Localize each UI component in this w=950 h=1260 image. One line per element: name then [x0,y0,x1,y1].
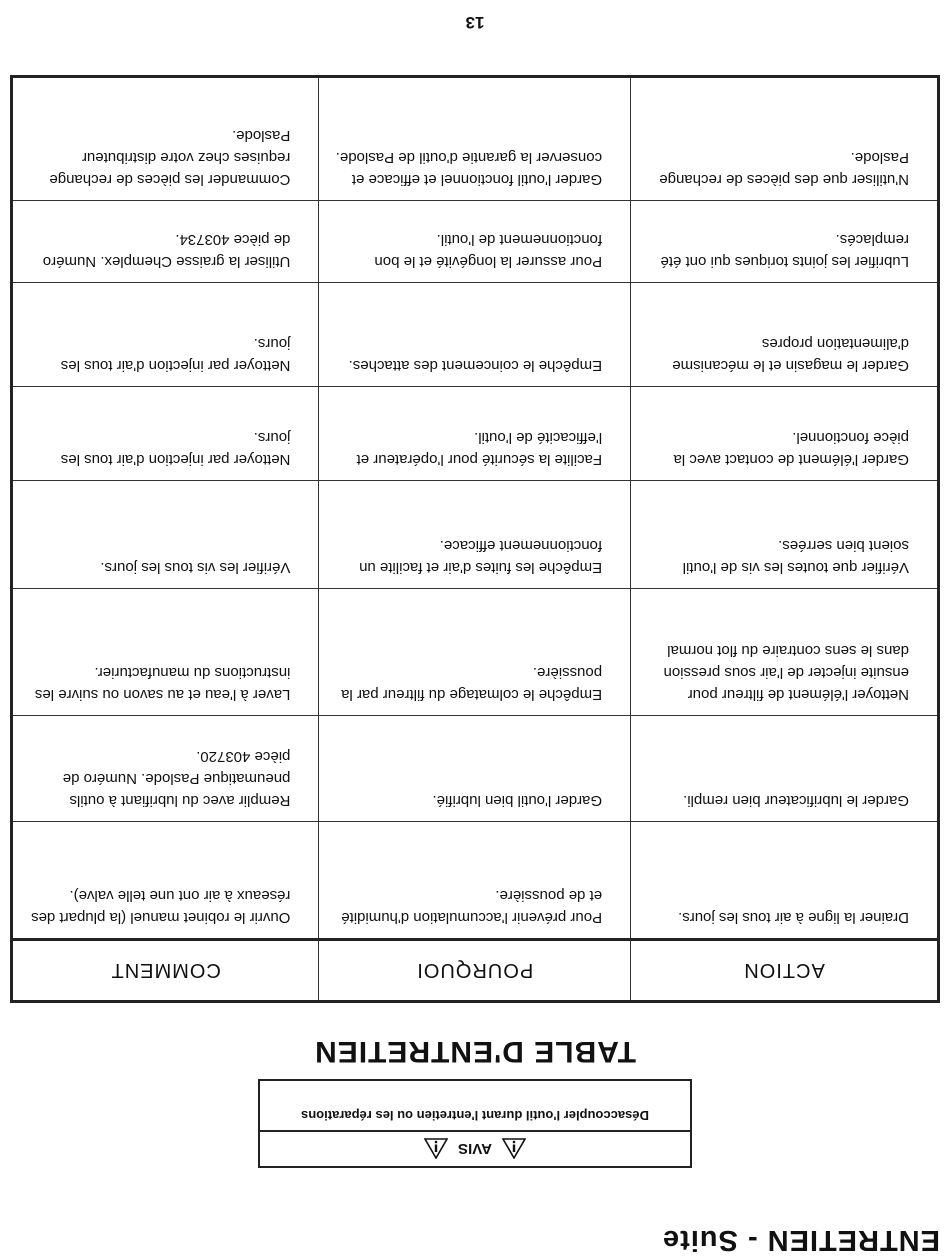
cell-how: Ouvrir le robinet manuel (la plupart des réseaux à air ont une telle valve). [12,822,319,940]
page-number: 13 [465,13,485,32]
cell-how: Utiliser la graisse Chemplex. Numéro de pièce 403734. [12,201,319,283]
section-title: ENTRETIEN - Suite [661,1224,940,1256]
cell-why: Pour prévenir l'accumulation d'humidité et de poussière. [319,822,631,940]
notice-heading: AVIS [458,1140,492,1158]
column-header-action: ACTION [631,940,939,1002]
cell-why: Garder l'outil bien lubrifié. [319,716,631,822]
cell-why: Pour assurer la longévité et le bon fonctionnement de l'outil. [319,201,631,283]
cell-how: Nettoyer par injection d'air tous les jours. [12,387,319,481]
cell-action: Garder l'élément de contact avec la pièce fonctionnel. [631,387,939,481]
cell-why: Empêche le coincement des attaches. [319,283,631,387]
table-header-row [12,940,939,1002]
warning-triangle-icon [502,1139,526,1160]
maintenance-table [10,75,940,1003]
table-row [12,77,939,201]
table-row [12,201,939,283]
cell-how: Commander les pièces de rechange requises chez votre distributeur Paslode. [12,77,319,201]
column-header-why: POURQUOI [319,940,631,1002]
cell-action: N'utiliser que des pièces de rechange Paslode. [631,77,939,201]
table-row [12,716,939,822]
cell-why: Empêche les fuites d'air et facilite un fonctionnement efficace. [319,481,631,589]
cell-action: Nettoyer l'élément de filtreur pour ensuite injecter de l'air sous pression dans le sens contraire du flot normal [631,589,939,716]
table-title: TABLE D'ENTRETIEN [314,1035,636,1068]
column-header-how: COMMENT [12,940,319,1002]
warning-triangle-icon [424,1139,448,1160]
cell-action: Garder le lubrificateur bien rempli. [631,716,939,822]
table-row [12,481,939,589]
notice-text: Désaccoupler l'outil durant l'entretien ou les réparations [301,1108,649,1123]
cell-why: Empêche le colmatage du filtreur par la poussière. [319,589,631,716]
notice-heading-row [260,1130,690,1166]
cell-action: Vérifier que toutes les vis de l'outil soient bien serrées. [631,481,939,589]
cell-action: Garder le magasin et le mécanisme d'alimentation propres [631,283,939,387]
cell-action: Drainer la ligne à air tous les jours. [631,822,939,940]
cell-how: Remplir avec du lubrifiant à outils pneumatique Paslode. Numéro de pièce 403720. [12,716,319,822]
cell-how: Vérifier les vis tous les jours. [12,481,319,589]
cell-why: Facilite la sécurité pour l'opérateur et l'efficacité de l'outil. [319,387,631,481]
table-row [12,283,939,387]
cell-how: Nettoyer par injection d'air tous les jours. [12,283,319,387]
cell-why: Garder l'outil fonctionnel et efficace et conserver la garantie d'outil de Paslode. [319,77,631,201]
cell-how: Laver à l'eau et au savon ou suivre les instructions du manufacturier. [12,589,319,716]
notice-box [258,1079,692,1168]
table-row [12,589,939,716]
cell-action: Lubrifier les joints toriques qui ont été remplacés. [631,201,939,283]
table-row [12,387,939,481]
table-row [12,822,939,940]
